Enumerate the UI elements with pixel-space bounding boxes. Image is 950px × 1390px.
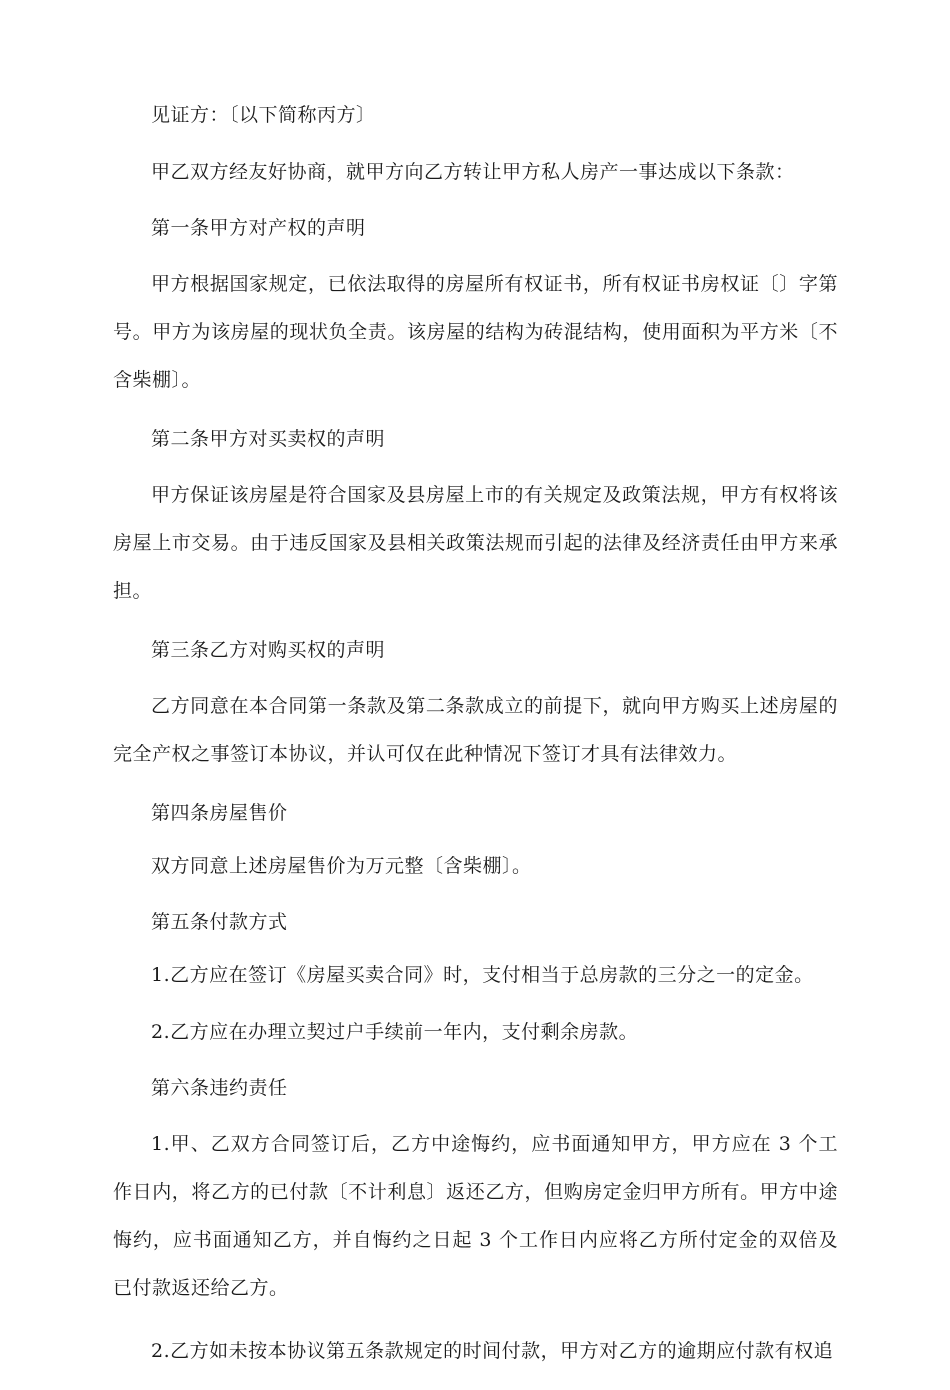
- article-6-item-2: 2.乙方如未按本协议第五条款规定的时间付款，甲方对乙方的逾期应付款有权追: [151, 1340, 834, 1362]
- intro-paragraph: 甲乙双方经友好协商，就甲方向乙方转让甲方私人房产一事达成以下条款：: [151, 161, 795, 183]
- article-1-heading: 第一条甲方对产权的声明: [151, 217, 366, 239]
- article-1-body: 甲方根据国家规定，已依法取得的房屋所有权证书，所有权证书房权证〔〕字第号。甲方为该房屋的现状负全责。该房屋的结构为砖混结构，使用面积为平方米〔不含柴棚〕。: [113, 273, 838, 391]
- witness-line: 见证方：〔以下简称丙方〕: [151, 104, 376, 126]
- article-5-heading: 第五条付款方式: [151, 911, 288, 933]
- article-2-body: 甲方保证该房屋是符合国家及县房屋上市的有关规定及政策法规，甲方有权将该房屋上市交易。由于违反国家及县相关政策法规而引起的法律及经济责任由甲方来承担。: [113, 484, 838, 602]
- document-body: [113, 94, 838, 1390]
- article-2-heading: 第二条甲方对买卖权的声明: [151, 428, 386, 450]
- article-4-body: 双方同意上述房屋售价为万元整〔含柴棚〕。: [151, 855, 532, 877]
- article-3-body: 乙方同意在本合同第一条款及第二条款成立的前提下，就向甲方购买上述房屋的完全产权之事签订本协议，并认可仅在此种情况下签订才具有法律效力。: [113, 695, 838, 765]
- article-5-item-2: 2.乙方应在办理立契过户手续前一年内，支付剩余房款。: [151, 1021, 639, 1043]
- article-6-heading: 第六条违约责任: [151, 1077, 288, 1099]
- article-5-item-1: 1.乙方应在签订《房屋买卖合同》时，支付相当于总房款的三分之一的定金。: [151, 964, 814, 986]
- article-6-item-1: 1.甲、乙双方合同签订后，乙方中途悔约，应书面通知甲方，甲方应在 3 个工作日内，将乙方的已付款〔不计利息〕返还乙方，但购房定金归甲方所有。甲方中途悔约，应书面通知乙方，并自悔约之日起 3 个工作日内应将乙方所付定金的双倍及已付款返还给乙方。: [113, 1133, 838, 1299]
- article-3-heading: 第三条乙方对购买权的声明: [151, 639, 386, 661]
- article-4-heading: 第四条房屋售价: [151, 802, 288, 824]
